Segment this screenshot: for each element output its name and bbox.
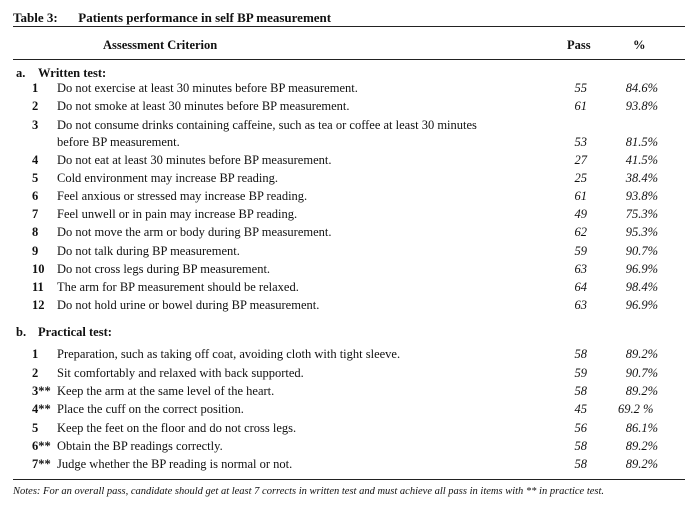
table-caption: Patients performance in self BP measurement	[78, 10, 332, 25]
row-percent: 69.2 %	[618, 402, 654, 416]
row-pass: 27	[574, 153, 587, 167]
row-pass: 64	[574, 280, 587, 294]
row-pass: 63	[574, 262, 587, 276]
row-percent: 84.6%	[625, 81, 658, 95]
row-pass: 45	[574, 402, 587, 416]
bottom-rule	[13, 479, 685, 480]
section-written-test	[16, 66, 106, 81]
row-number: 3	[32, 118, 39, 132]
section-name: Practical test:	[38, 325, 112, 339]
header-pass: Pass	[567, 38, 591, 52]
row-criterion: Do not talk during BP measurement.	[57, 244, 240, 258]
row-pass: 56	[574, 421, 587, 435]
row-percent: 93.8%	[625, 189, 658, 203]
row-number: 5	[32, 421, 39, 435]
row-number: 8	[32, 225, 39, 239]
row-number: 1	[32, 347, 39, 361]
row-number: 7	[32, 207, 39, 221]
row-pass: 59	[574, 244, 587, 258]
row-number: 2	[32, 366, 39, 380]
row-pass: 58	[574, 347, 587, 361]
row-percent: 89.2%	[625, 347, 658, 361]
section-letter: b.	[16, 325, 27, 339]
footnote: Notes: For an overall pass, candidate should get at least 7 corrects in written test and must achieve all pass in items with ** in practice test.	[13, 486, 605, 497]
row-number: 12	[32, 298, 45, 312]
row-number: 1	[32, 81, 39, 95]
row-criterion: Place the cuff on the correct position.	[57, 402, 244, 416]
row-number: 3**	[32, 384, 51, 398]
row-number: 4**	[32, 402, 51, 416]
row-criterion: Keep the feet on the floor and do not cross legs.	[57, 421, 297, 435]
row-pass: 25	[574, 171, 587, 185]
row-pass: 58	[574, 384, 587, 398]
row-percent: 89.2%	[625, 384, 658, 398]
header-rule	[13, 59, 685, 60]
row-criterion: The arm for BP measurement should be relaxed.	[57, 280, 299, 294]
row-criterion: Preparation, such as taking off coat, avoiding cloth with tight sleeve.	[57, 347, 401, 361]
row-percent: 86.1%	[625, 421, 658, 435]
row-number: 9	[32, 244, 39, 258]
row-number: 4	[32, 153, 39, 167]
row-number: 6**	[32, 439, 51, 453]
row-percent: 41.5%	[625, 153, 658, 167]
row-pass: 63	[574, 298, 587, 312]
section-letter: a.	[16, 66, 26, 80]
row-criterion: Do not exercise at least 30 minutes before BP measurement.	[57, 81, 358, 95]
row-percent: 81.5%	[625, 135, 658, 149]
section-name: Written test:	[38, 66, 107, 80]
header-percent: %	[633, 38, 646, 52]
table-label: Table 3:	[13, 10, 58, 25]
top-rule	[13, 26, 685, 27]
row-pass: 53	[574, 135, 587, 149]
row-criterion: Do not smoke at least 30 minutes before BP measurement.	[57, 99, 350, 113]
row-pass: 49	[574, 207, 587, 221]
row-criterion: Do not consume drinks containing caffeine, such as tea or coffee at least 30 minutes before BP measurement.	[57, 118, 477, 149]
header-criterion: Assessment Criterion	[103, 38, 218, 52]
row-criterion: Do not move the arm or body during BP measurement.	[57, 225, 332, 239]
section-practical-test	[16, 325, 112, 340]
row-percent: 98.4%	[625, 280, 658, 294]
row-pass: 58	[574, 457, 587, 471]
row-percent: 96.9%	[625, 298, 658, 312]
row-number: 2	[32, 99, 39, 113]
row-criterion: Feel anxious or stressed may increase BP reading.	[57, 189, 308, 203]
row-pass: 59	[574, 366, 587, 380]
row-percent: 89.2%	[625, 439, 658, 453]
row-percent: 90.7%	[625, 366, 658, 380]
row-percent: 38.4%	[625, 171, 658, 185]
row-pass: 61	[574, 99, 587, 113]
row-number: 7**	[32, 457, 51, 471]
row-criterion: Obtain the BP readings correctly.	[57, 439, 223, 453]
row-criterion: Sit comfortably and relaxed with back supported.	[57, 366, 304, 380]
row-number: 5	[32, 171, 39, 185]
row-pass: 61	[574, 189, 587, 203]
row-number: 6	[32, 189, 39, 203]
row-pass: 62	[574, 225, 587, 239]
row-criterion: Do not cross legs during BP measurement.	[57, 262, 271, 276]
row-percent: 89.2%	[625, 457, 658, 471]
row-criterion: Do not hold urine or bowel during BP measurement.	[57, 298, 320, 312]
row-pass: 55	[574, 81, 587, 95]
row-pass: 58	[574, 439, 587, 453]
row-number: 10	[32, 262, 45, 276]
row-criterion: Keep the arm at the same level of the heart.	[57, 384, 275, 398]
table-title	[13, 10, 331, 26]
row-percent: 96.9%	[625, 262, 658, 276]
row-percent: 95.3%	[625, 225, 658, 239]
row-percent: 93.8%	[625, 99, 658, 113]
row-criterion: Feel unwell or in pain may increase BP reading.	[57, 207, 298, 221]
row-percent: 75.3%	[625, 207, 658, 221]
row-criterion: Do not eat at least 30 minutes before BP measurement.	[57, 153, 332, 167]
row-criterion: Judge whether the BP reading is normal or not.	[57, 457, 293, 471]
row-criterion: Cold environment may increase BP reading.	[57, 171, 279, 185]
row-percent: 90.7%	[625, 244, 658, 258]
row-number: 11	[32, 280, 44, 294]
